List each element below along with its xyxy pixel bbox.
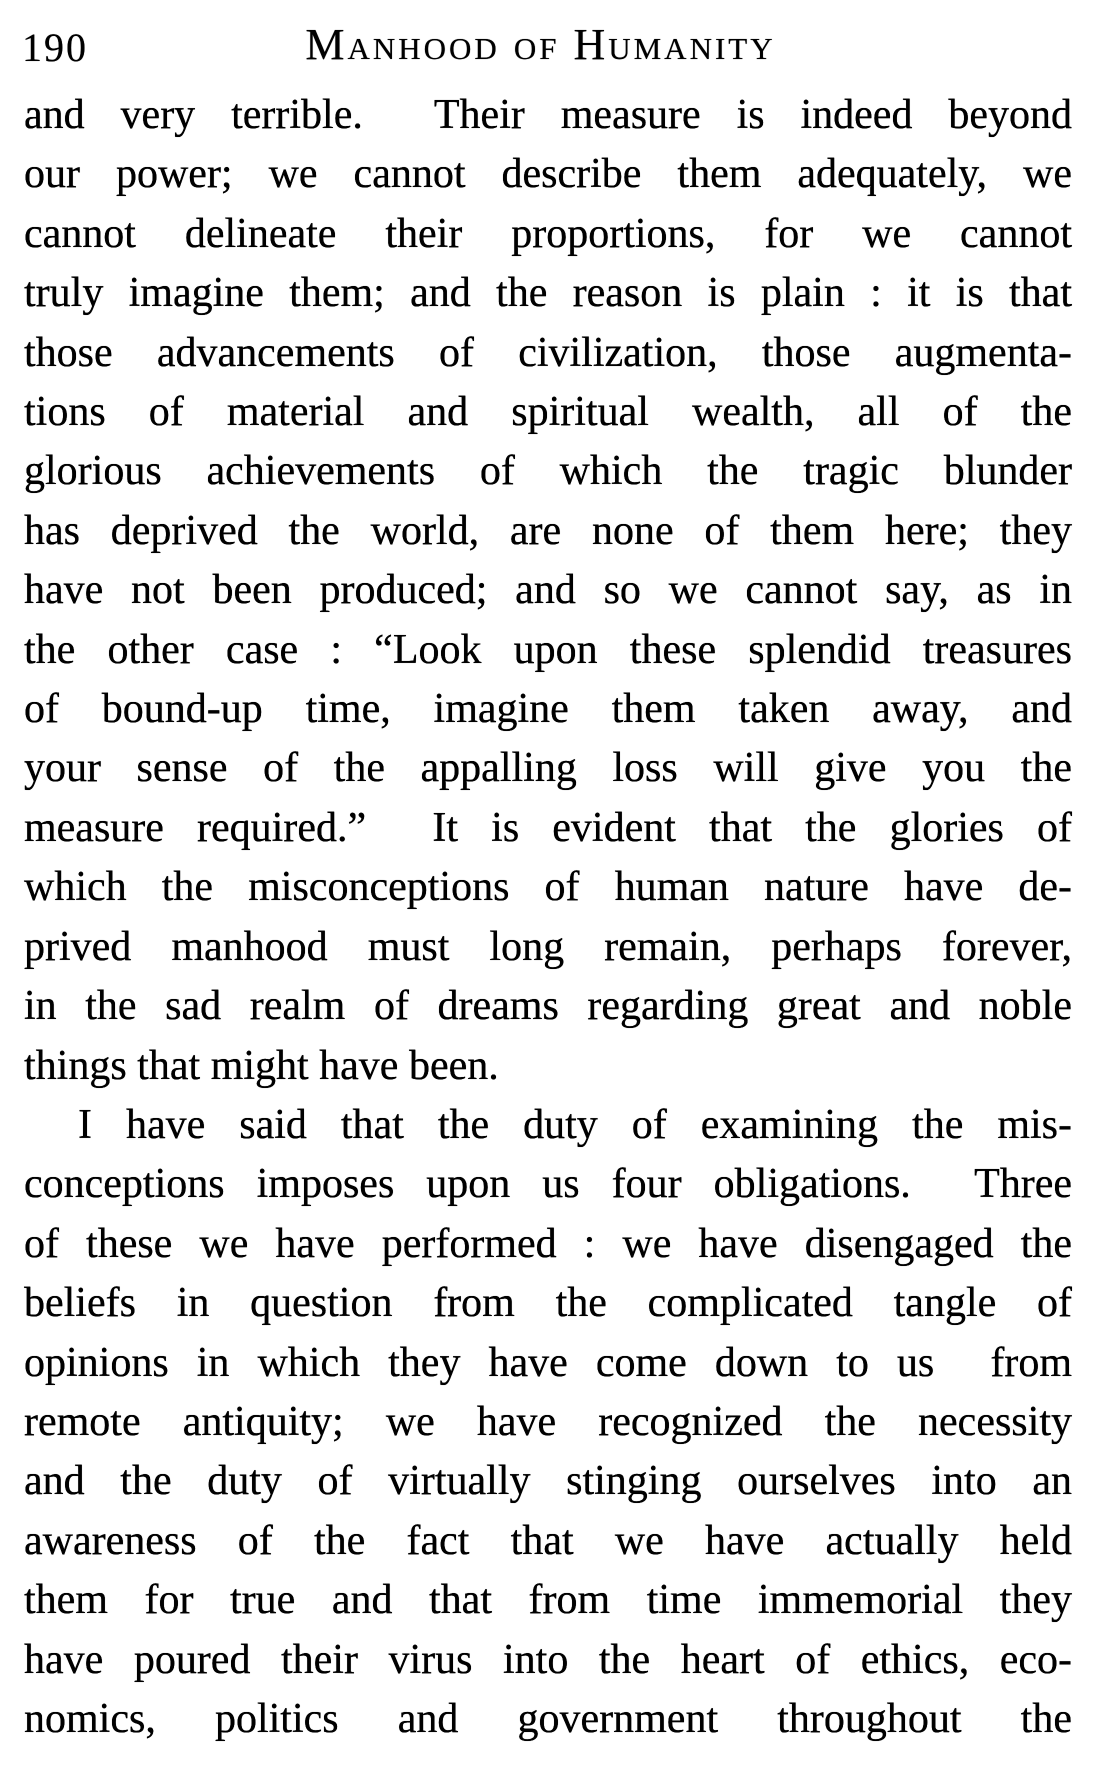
text-line: those advancements of civilization, those augmenta-: [24, 329, 1072, 376]
running-title: Manhood of Humanity: [305, 20, 776, 69]
text-line: has deprived the world, are none of them here; they: [24, 507, 1072, 554]
text-line: beliefs in question from the complicated tangle of: [24, 1280, 1072, 1327]
text-line: our power; we cannot describe them adequately, we: [24, 151, 1072, 198]
text-line: prived manhood must long remain, perhaps forever,: [24, 923, 1072, 970]
text-line: measure required.” It is evident that the glories of: [24, 804, 1072, 851]
page-header: [0, 18, 1099, 74]
page-number: 190: [22, 25, 88, 70]
text-line: cannot delineate their proportions, for we cannot: [24, 210, 1072, 257]
text-line: and very terrible. Their measure is indeed beyond: [24, 92, 1072, 138]
page-body: [24, 86, 1072, 1749]
text-line: have not been produced; and so we cannot say, as in: [24, 567, 1072, 614]
text-line: and the duty of virtually stinging ourselves into an: [24, 1458, 1072, 1505]
text-line: remote antiquity; we have recognized the necessity: [24, 1398, 1072, 1445]
text-line: conceptions imposes upon us four obligations. Three: [24, 1161, 1072, 1208]
text-line: nomics, politics and government throughout the: [24, 1695, 1072, 1742]
text-line: them for true and that from time immemorial they: [24, 1577, 1072, 1624]
text-line: opinions in which they have come down to us from: [24, 1339, 1072, 1386]
text-line: truly imagine them; and the reason is plain : it is that: [24, 270, 1072, 317]
text-line: things that might have been.: [24, 1042, 499, 1089]
text-line: awareness of the fact that we have actually held: [24, 1517, 1072, 1564]
text-line: I have said that the duty of examining the mis-: [78, 1101, 1072, 1148]
text-line: which the misconceptions of human nature have de-: [24, 864, 1072, 911]
text-line: of these we have performed : we have disengaged the: [24, 1220, 1072, 1267]
text-line: glorious achievements of which the tragic blunder: [24, 448, 1072, 495]
text-line: in the sad realm of dreams regarding great and noble: [24, 983, 1072, 1030]
text-line: have poured their virus into the heart of ethics, eco-: [24, 1636, 1072, 1683]
paragraph: [24, 86, 1072, 1096]
text-line: of bound-up time, imagine them taken away, and: [24, 686, 1072, 733]
paragraph: [24, 1096, 1072, 1749]
text-line: the other case : “Look upon these splendid treasures: [24, 626, 1072, 673]
text-line: your sense of the appalling loss will give you the: [24, 745, 1072, 792]
text-line: tions of material and spiritual wealth, all of the: [24, 389, 1072, 436]
